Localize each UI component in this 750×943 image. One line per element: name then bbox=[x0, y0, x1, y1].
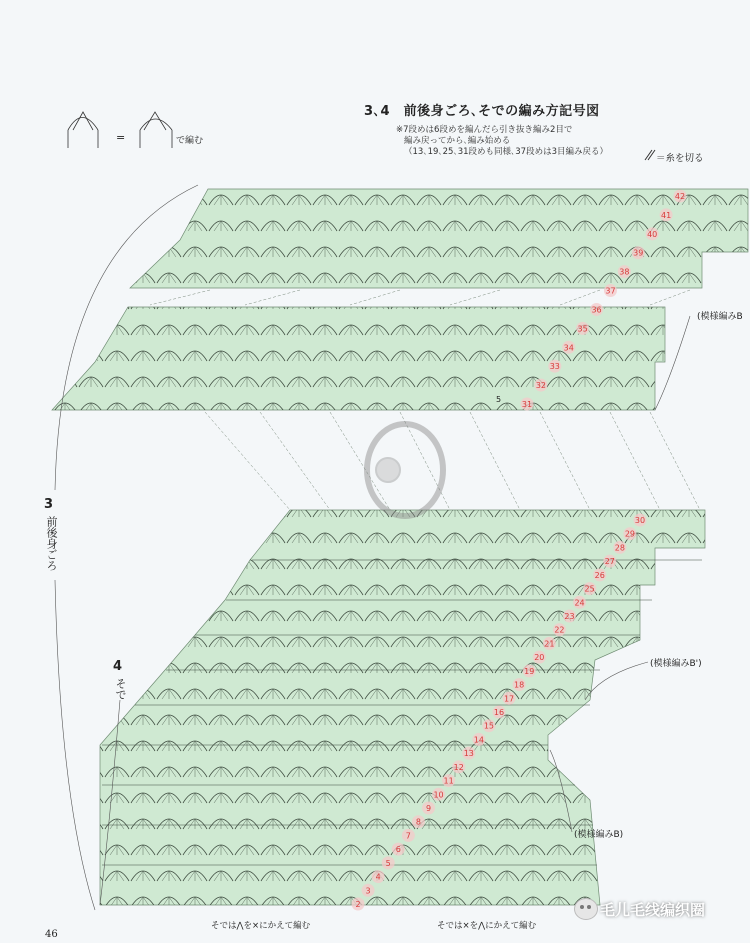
flower-watermark-icon bbox=[367, 424, 443, 516]
row-number-4: 4 bbox=[375, 872, 381, 882]
row-number-23: 23 bbox=[564, 612, 575, 621]
equals-sign: = bbox=[116, 131, 126, 144]
row-number-11: 11 bbox=[443, 776, 454, 786]
note-line-3: （13､19､25､31段めも同様､37段めは3目編み戻る） bbox=[404, 147, 608, 157]
row-number-12: 12 bbox=[453, 762, 464, 772]
row-number-10: 10 bbox=[433, 790, 444, 800]
row-number-18: 18 bbox=[514, 680, 525, 690]
row-number-14: 14 bbox=[473, 735, 484, 745]
row-number-40: 40 bbox=[647, 229, 658, 239]
row-number-41: 41 bbox=[660, 210, 672, 220]
note-line-1: ※7段めは6段めを編んだら引き抜き編み2目で bbox=[396, 125, 573, 135]
row-number-8: 8 bbox=[415, 817, 421, 827]
row-number-15: 15 bbox=[483, 721, 495, 731]
row-number-5: 5 bbox=[385, 858, 391, 868]
row-number-32: 32 bbox=[535, 381, 547, 391]
row-number-6: 6 bbox=[395, 845, 401, 855]
row-number-37: 37 bbox=[605, 286, 616, 296]
row-number-16: 16 bbox=[493, 708, 505, 717]
row-number-35: 35 bbox=[577, 324, 588, 334]
row-number-39: 39 bbox=[633, 248, 644, 258]
label-pattern-b-top: (模様編みB bbox=[697, 312, 743, 322]
row-number-29: 29 bbox=[624, 529, 636, 539]
row-number-2: 2 bbox=[355, 900, 361, 909]
row-number-30: 30 bbox=[634, 516, 646, 525]
footer-note-left: そでは⋀を×にかえて編む bbox=[211, 921, 311, 931]
part-4-number: 4 bbox=[113, 659, 123, 674]
row-number-25: 25 bbox=[584, 584, 595, 594]
row-number-19: 19 bbox=[524, 666, 535, 676]
footer-note-right: そでは×を⋀にかえて編む bbox=[437, 921, 537, 931]
row-number-34: 34 bbox=[563, 343, 574, 353]
legend-equivalent-text: で編む bbox=[176, 136, 204, 146]
row-number-36: 36 bbox=[591, 305, 602, 315]
legend-cut-yarn: ＝糸を切る bbox=[656, 153, 704, 164]
row-number-20: 20 bbox=[534, 653, 545, 663]
row-number-38: 38 bbox=[619, 267, 630, 277]
part-3-number: 3 bbox=[44, 497, 54, 512]
row-number-7: 7 bbox=[405, 831, 411, 841]
note-line-2: 編み戻ってから､編み始める bbox=[404, 136, 511, 146]
row-number-17: 17 bbox=[503, 694, 515, 704]
cut-yarn-icon bbox=[645, 150, 655, 160]
wechat-logo-icon bbox=[574, 898, 598, 920]
row-number-42: 42 bbox=[674, 192, 686, 201]
row-number-24: 24 bbox=[574, 598, 585, 608]
row-number-13: 13 bbox=[463, 749, 474, 759]
row-number-31: 31 bbox=[521, 400, 533, 409]
row-number-33: 33 bbox=[549, 362, 560, 372]
page-number: 46 bbox=[45, 929, 58, 940]
upper-panel-b bbox=[52, 307, 665, 410]
row-number-28: 28 bbox=[614, 543, 625, 553]
part-4-name: そで bbox=[114, 678, 127, 700]
row-marker-5: 5 bbox=[496, 395, 502, 404]
row-number-22: 22 bbox=[554, 625, 565, 635]
row-number-27: 27 bbox=[604, 557, 615, 567]
watermark-text: 毛儿毛线编织圈 bbox=[600, 901, 706, 919]
chart-title: 3､4 前後身ごろ､そでの編み方記号図 bbox=[364, 104, 600, 119]
row-number-9: 9 bbox=[425, 804, 432, 813]
label-pattern-b-prime: (模様編みB') bbox=[650, 659, 702, 669]
row-number-3: 3 bbox=[365, 886, 371, 896]
label-pattern-b-low: (模様編みB) bbox=[574, 830, 624, 840]
row-number-26: 26 bbox=[594, 570, 605, 580]
row-number-21: 21 bbox=[544, 639, 555, 649]
part-3-name: 前後身ごろ bbox=[45, 516, 58, 571]
